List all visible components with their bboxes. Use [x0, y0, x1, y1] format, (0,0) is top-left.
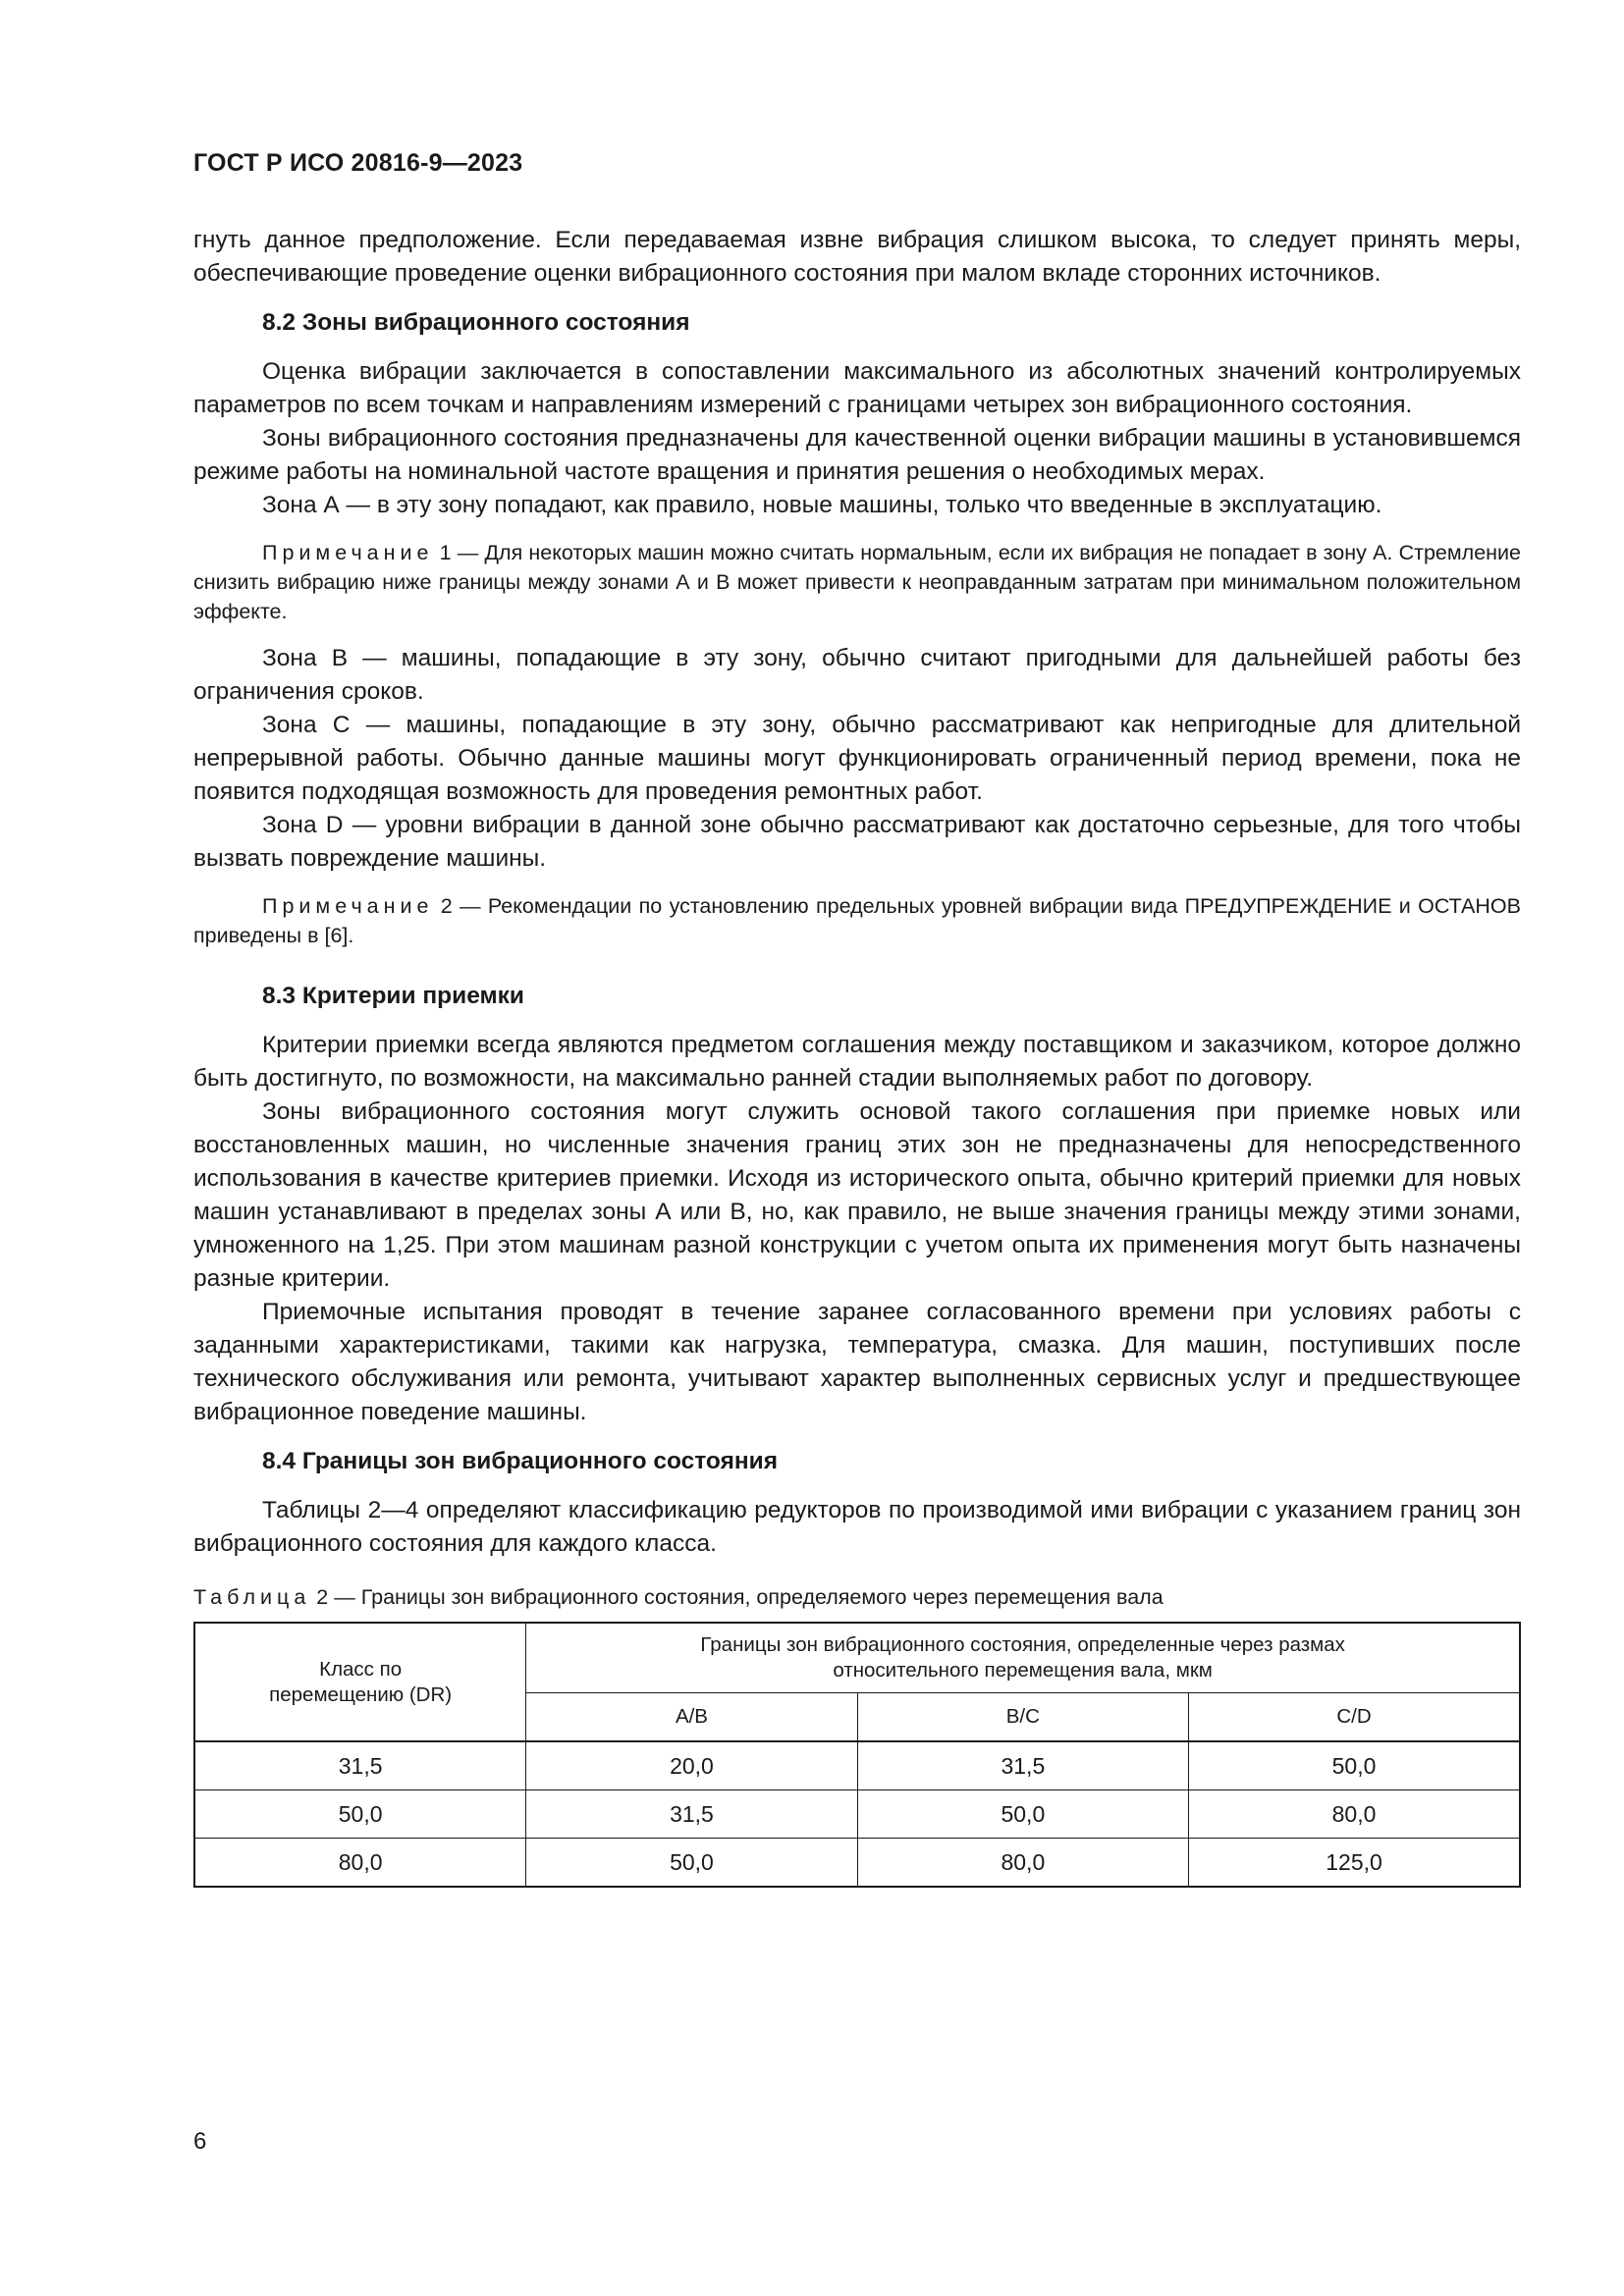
table-caption-label: Таблица: [193, 1585, 311, 1609]
table-caption-text: 2 — Границы зон вибрационного состояния, определяемого через перемещения вала: [310, 1585, 1164, 1609]
table-cell: 31,5: [194, 1741, 526, 1790]
section-8-2-paragraph-1: Оценка вибрации заключается в сопоставлении максимального из абсолютных значений контролируемых параметров по всем точкам и направлениям измерений с границами четырех зон вибрационного состояния.: [193, 358, 1521, 418]
note-1-label: Примечание: [262, 541, 434, 564]
table-cell: 50,0: [857, 1790, 1188, 1839]
note-1-text: 1 — Для некоторых машин можно считать нормальным, если их вибрация не попадает в зону А. Стремление снизить вибрацию ниже границы между зонами А и В может привести к неоправданным затратам при минимальном положительном эффекте.: [193, 541, 1521, 623]
zone-a-paragraph: Зона А — в эту зону попадают, как правило, новые машины, только что введенные в эксплуатацию.: [262, 492, 1382, 518]
table-row: [194, 1790, 1520, 1839]
column-header-cd: C/D: [1189, 1693, 1520, 1742]
section-8-3-paragraph-1: Критерии приемки всегда являются предметом соглашения между поставщиком и заказчиком, которое должно быть достигнуто, по возможности, на максимально ранней стадии выполняемых работ по договору.: [193, 1032, 1521, 1092]
document-header: ГОСТ Р ИСО 20816-9—2023: [193, 149, 523, 177]
zone-c-paragraph: Зона С — машины, попадающие в эту зону, обычно рассматривают как непригодные для длительной непрерывной работы. Обычно данные машины могут функционировать ограниченный период времени, пока не появится подходящая возможность для проведения ремонтных работ.: [193, 712, 1521, 805]
note-2-text: 2 — Рекомендации по установлению предельных уровней вибрации вида ПРЕДУПРЕЖДЕНИЕ и ОСТАНОВ приведены в [6].: [193, 894, 1521, 947]
section-8-3-paragraph-3: Приемочные испытания проводят в течение заранее согласованного времени при условиях работы с заданными характеристиками, такими как нагрузка, температура, смазка. Для машин, поступивших после технического обслуживания или ремонта, учитывают характер выполненных сервисных услуг и предшествующее вибрационное поведение машины.: [193, 1299, 1521, 1425]
table-cell: 31,5: [857, 1741, 1188, 1790]
page-number: 6: [193, 2128, 207, 2155]
page-content: [193, 224, 1521, 1888]
section-8-2-heading: 8.2 Зоны вибрационного состояния: [262, 309, 690, 336]
table-cell: 125,0: [1189, 1839, 1520, 1888]
column-header-ab: A/B: [526, 1693, 857, 1742]
zone-boundaries-group-header: Границы зон вибрационного состояния, определенные через размах относительного перемещения вала, мкм: [526, 1623, 1520, 1693]
zone-boundaries-table: [193, 1622, 1521, 1888]
zone-d-paragraph: Зона D — уровни вибрации в данной зоне обычно рассматривают как достаточно серьезные, для того чтобы вызвать повреждение машины.: [193, 812, 1521, 872]
section-8-3-paragraph-2: Зоны вибрационного состояния могут служить основой такого соглашения при приемке новых или восстановленных машин, но численные значения границ этих зон не предназначены для непосредственного использования в качестве критериев приемки. Исходя из исторического опыта, обычно критерий приемки для новых машин устанавливают в пределах зоны А или В, но, как правило, не выше значения границы между этими зонами, умноженного на 1,25. При этом машинам разной конструкции с учетом опыта их применения могут быть назначены разные критерии.: [193, 1098, 1521, 1292]
table-row: [194, 1839, 1520, 1888]
table-caption: [193, 1582, 1521, 1612]
table-cell: 50,0: [1189, 1741, 1520, 1790]
table-cell: 20,0: [526, 1741, 857, 1790]
table-cell: 80,0: [857, 1839, 1188, 1888]
class-column-header: Класс по перемещению (DR): [194, 1623, 526, 1741]
note-2-label: Примечание: [262, 894, 434, 918]
table-cell: 80,0: [194, 1839, 526, 1888]
note-2: [193, 891, 1521, 950]
table-cell: 50,0: [526, 1839, 857, 1888]
note-1: [193, 538, 1521, 626]
table-row: [194, 1741, 1520, 1790]
section-8-2-paragraph-2: Зоны вибрационного состояния предназначены для качественной оценки вибрации машины в установившемся режиме работы на номинальной частоте вращения и принятия решения о необходимых мерах.: [193, 425, 1521, 485]
table-cell: 50,0: [194, 1790, 526, 1839]
continuation-paragraph: гнуть данное предположение. Если передаваемая извне вибрация слишком высока, то следует принять меры, обеспечивающие проведение оценки вибрационного состояния при малом вкладе сторонних источников.: [193, 227, 1521, 287]
section-8-4-paragraph-1: Таблицы 2—4 определяют классификацию редукторов по производимой ими вибрации с указанием границ зон вибрационного состояния для каждого класса.: [193, 1497, 1521, 1557]
table-cell: 31,5: [526, 1790, 857, 1839]
zone-b-paragraph: Зона В — машины, попадающие в эту зону, обычно считают пригодными для дальнейшей работы без ограничения сроков.: [193, 645, 1521, 705]
column-header-bc: B/C: [857, 1693, 1188, 1742]
section-8-4-heading: 8.4 Границы зон вибрационного состояния: [262, 1448, 779, 1474]
section-8-3-heading: 8.3 Критерии приемки: [262, 983, 524, 1009]
table-cell: 80,0: [1189, 1790, 1520, 1839]
